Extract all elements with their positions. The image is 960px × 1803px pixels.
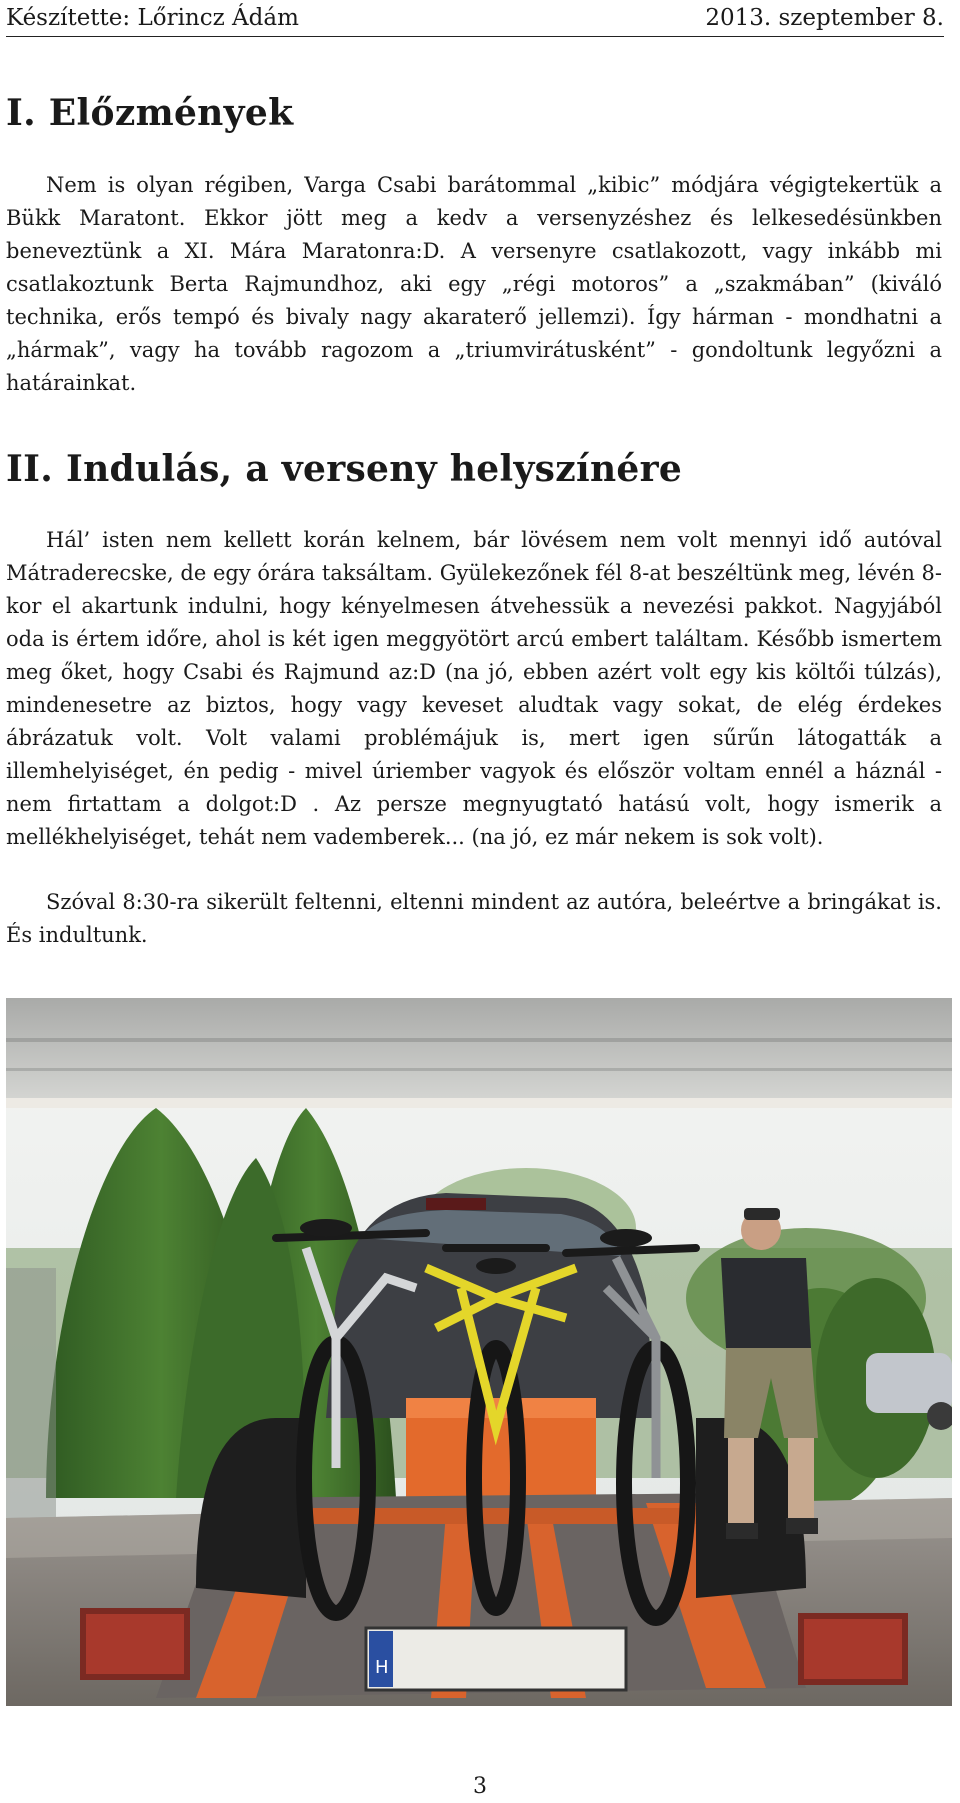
plate-country-letter: H [375, 1657, 389, 1678]
paragraph-indulas-1: Hál’ isten nem kellett korán kelnem, bár lövésem nem volt mennyi idő autóval Mátraderecske, de egy órára taksáltam. Gyülekezőnek fél 8-at beszéltünk meg, lévén 8-kor el akartunk indulni, hogy kényelmesen átvehessük a nevezési pakkot. Nagyjából oda is értem időre, ahol is két igen meggyötört arcú embert találtam. Később ismertem meg őket, hogy Csabi és Rajmund az:D (na jó, ebben azért volt egy kis költői túlzás), mindenesetre az biztos, hogy vagy keveset aludtak vagy sokat, de elég érdekes ábrázatuk volt. Volt valami problémájuk is, mert igen sűrűn látogatták a illemhelyiséget, én pedig - mivel úriember vagyok és először voltam ennél a háznál - nem firtattam a dolgot:D . Az persze megnyugtató hatású volt, hogy ismerik a mellékhelyiséget, tehát nem vademberek... (na jó, ez már nekem is sok volt). [6, 528, 942, 849]
page-header [6, 0, 944, 37]
page-number: 3 [473, 1774, 487, 1799]
photo-illustration [6, 998, 952, 1706]
author-line: Készítette: Lőrincz Ádám [6, 5, 299, 31]
section-title-elozmenyek: I. Előzmények [6, 92, 294, 134]
date-line: 2013. szeptember 8. [705, 5, 944, 31]
bike-trailer-photo [6, 998, 952, 1706]
paragraph-indulas-2: Szóval 8:30-ra sikerült feltenni, eltenni mindent az autóra, beleértve a bringákat is. És indultunk. [6, 890, 942, 947]
section-title-indulas: II. Indulás, a verseny helyszínére [6, 448, 683, 490]
paragraph-elozmenyek: Nem is olyan régiben, Varga Csabi barátommal „kibic” módjára végigtekertük a Bükk Maratont. Ekkor jött meg a kedv a versenyzéshez és lelkesedésünkben beneveztünk a XI. Mára Maratonra:D. A versenyre csatlakozott, vagy inkább mi csatlakoztunk Berta Rajmundhoz, aki egy „régi motoros” a „szakmában” (kiváló technika, erős tempó és bivaly nagy akaraterő jellemzi). Így hárman - mondhatni a „hármak”, vagy ha tovább ragozom a „triumvirátusként” - gondoltunk legyőzni a határainkat. [6, 173, 942, 395]
